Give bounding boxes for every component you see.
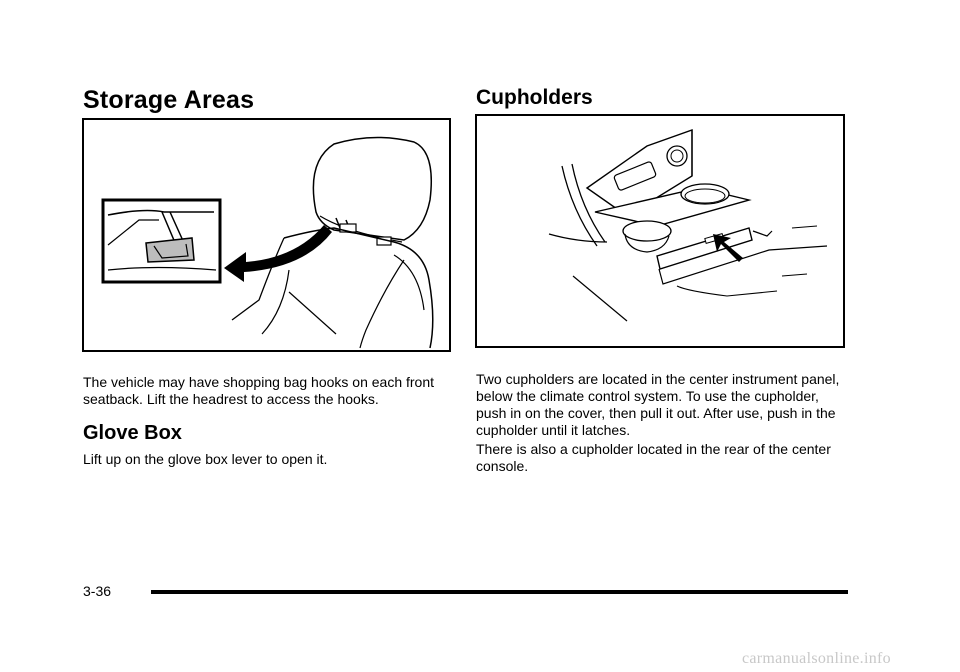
cupholder-illustration — [475, 114, 845, 348]
footer-rule — [151, 590, 848, 594]
cupholders-paragraph-1: Two cupholders are located in the center instrument panel, below the climate control system. To use the cupholder, push in on the cover, then pull it out. After use, push in the cupholder until it latches. — [476, 371, 840, 438]
storage-areas-paragraph: The vehicle may have shopping bag hooks on each front seatback. Lift the headrest to access the hooks. — [83, 374, 435, 407]
cupholders-paragraph-2: There is also a cupholder located in the rear of the center console. — [476, 441, 831, 474]
glove-box-paragraph: Lift up on the glove box lever to open it. — [83, 451, 328, 467]
shopping-bag-hook-illustration — [82, 118, 451, 352]
watermark: carmanualsonline.info — [742, 650, 891, 667]
page-number: 3-36 — [83, 583, 112, 599]
cupholder-drawing — [477, 116, 843, 346]
glove-box-heading: Glove Box — [83, 422, 182, 444]
headrest-hook-drawing — [84, 120, 449, 350]
storage-areas-heading: Storage Areas — [83, 86, 255, 114]
cupholders-heading: Cupholders — [476, 86, 593, 109]
